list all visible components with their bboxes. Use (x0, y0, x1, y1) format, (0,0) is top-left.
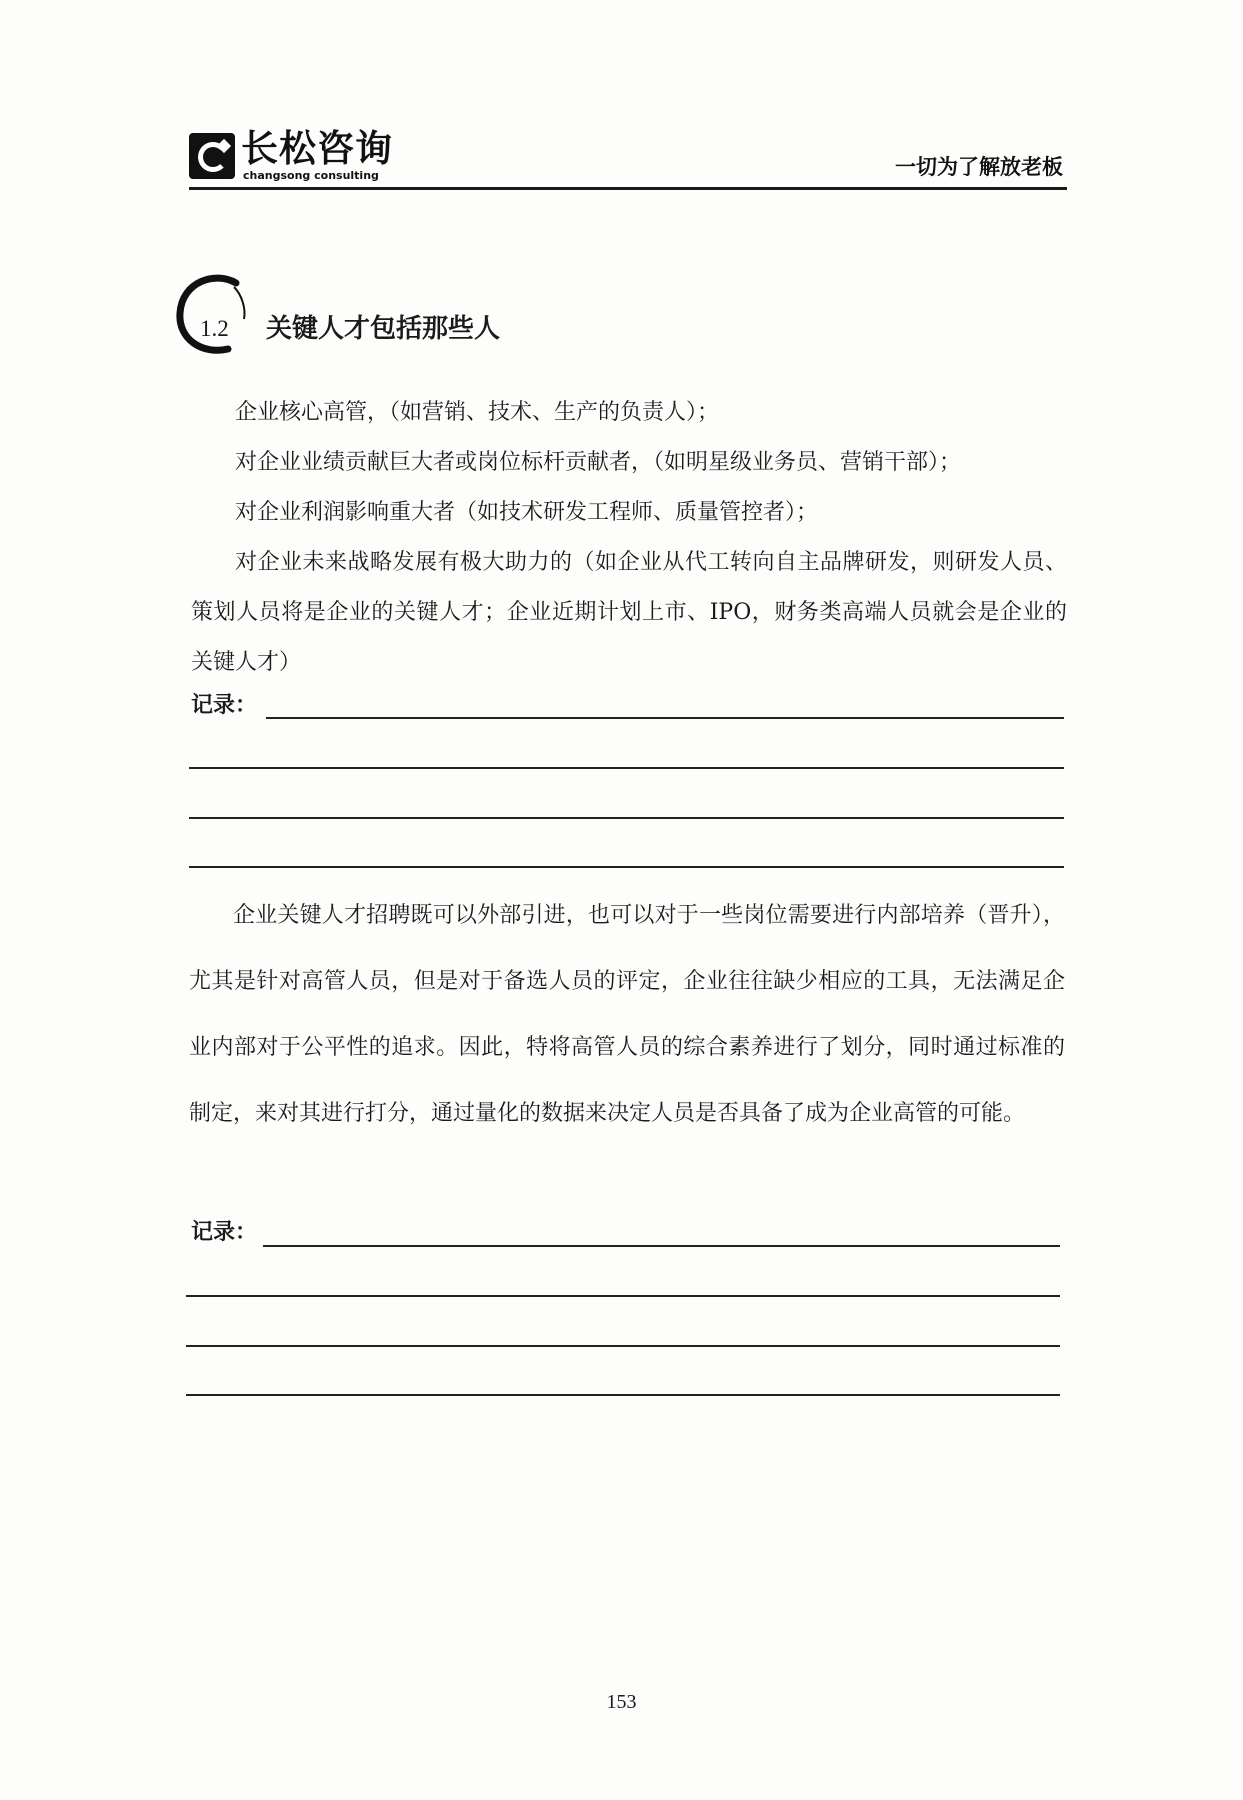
record-line (189, 866, 1064, 868)
header-slogan: 一切为了解放老板 (895, 155, 1063, 179)
logo-english-name: changsong consulting (243, 169, 379, 182)
list-item: 对企业业绩贡献巨大者或岗位标杆贡献者，（如明星级业务员、营销干部）； (235, 450, 962, 475)
list-item: 对企业未来战略发展有极大助力的（如企业从代工转向自主品牌研发，则研发人员、策划人员将是企业的关键人才；企业近期计划上市、IPO，财务类高端人员就会是企业的关键人才） (191, 550, 1067, 675)
list-item: 企业核心高管，（如营销、技术、生产的负责人）； (235, 400, 720, 425)
record-line (266, 717, 1064, 719)
company-logo (189, 129, 409, 183)
section-number: 1.2 (200, 316, 229, 341)
record-label: 记录： (191, 1219, 258, 1245)
logo-chinese-name: 长松咨询 (241, 127, 393, 170)
record-label: 记录： (191, 692, 258, 718)
record-line (189, 817, 1064, 819)
page-number: 153 (606, 1691, 637, 1713)
page-header (189, 125, 1067, 190)
record-line (263, 1245, 1060, 1247)
record-line (186, 1394, 1060, 1396)
body-paragraph: 企业关键人才招聘既可以外部引进，也可以对于一些岗位需要进行内部培养（晋升），尤其是针对高管人员，但是对于备选人员的评定，企业往往缺少相应的工具，无法满足企业内部对于公平性的追求。因此，特将高管人员的综合素养进行了划分，同时通过标准的制定，来对其进行打分，通过量化的数据来决定人员是否具备了成为企业高管的可能。 (189, 903, 1065, 1126)
logo-emblem-icon (189, 133, 235, 179)
key-talent-list (191, 388, 1067, 688)
record-line (186, 1345, 1060, 1347)
record-line (186, 1295, 1060, 1297)
section-title: 关键人才包括那些人 (266, 314, 501, 344)
record-line (189, 767, 1064, 769)
list-item: 对企业利润影响重大者（如技术研发工程师、质量管控者）； (235, 500, 819, 525)
